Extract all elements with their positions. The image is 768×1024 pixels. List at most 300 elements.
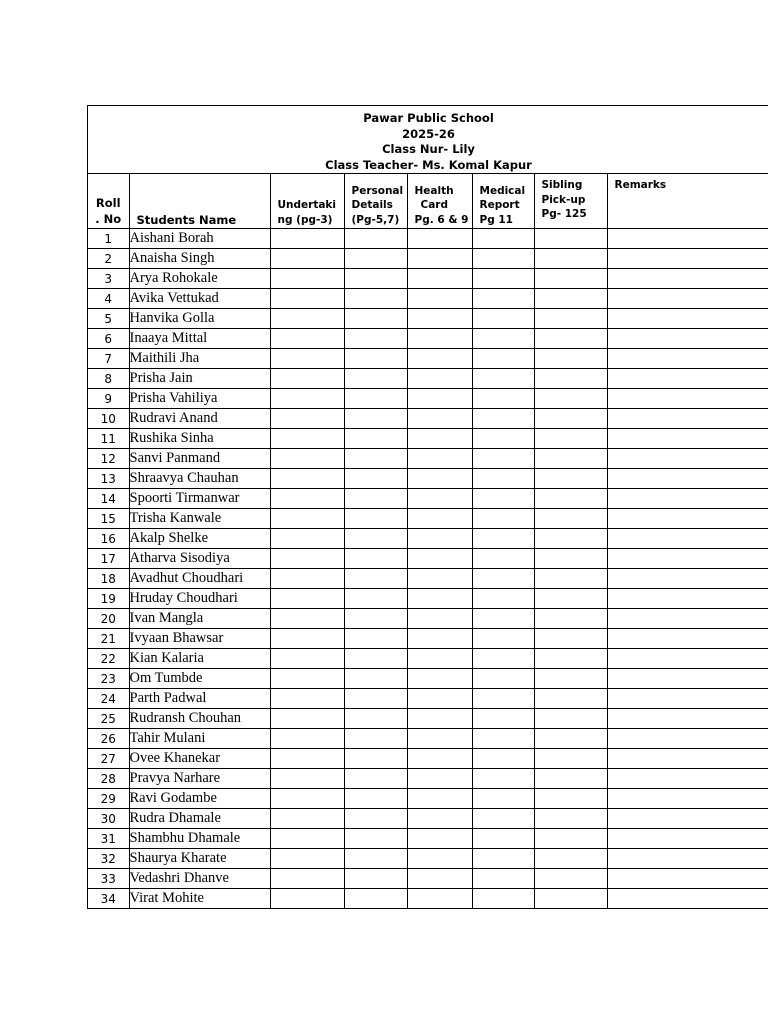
health-card-cell: [407, 589, 472, 609]
table-row: [88, 749, 768, 769]
personal-details-cell: [344, 589, 407, 609]
medical-report-cell: [472, 749, 534, 769]
student-name-cell: Aishani Borah: [129, 229, 270, 249]
sibling-pickup-cell: [534, 729, 607, 749]
student-name-cell: Virat Mohite: [129, 889, 270, 909]
class-name: Class Nur- Lily: [382, 142, 475, 156]
roll-number-cell: 22: [88, 649, 129, 669]
health-card-cell: [407, 569, 472, 589]
table-row: [88, 289, 768, 309]
sibling-pickup-cell: [534, 369, 607, 389]
table-row: [88, 469, 768, 489]
roll-number-cell: 28: [88, 769, 129, 789]
health-card-cell: [407, 689, 472, 709]
medical-report-cell: [472, 509, 534, 529]
student-name-cell: Sanvi Panmand: [129, 449, 270, 469]
health-card-cell: [407, 749, 472, 769]
table-row: [88, 409, 768, 429]
health-card-cell: [407, 609, 472, 629]
undertaking-cell: [270, 229, 344, 249]
undertaking-cell: [270, 609, 344, 629]
personal-details-cell: [344, 869, 407, 889]
sibling-pickup-cell: [534, 489, 607, 509]
remarks-cell: [607, 709, 768, 729]
sibling-pickup-cell: [534, 589, 607, 609]
header-roll-line1: Roll: [95, 196, 121, 210]
undertaking-cell: [270, 849, 344, 869]
personal-details-cell: [344, 709, 407, 729]
health-card-cell: [407, 349, 472, 369]
personal-details-cell: [344, 329, 407, 349]
personal-details-cell: [344, 269, 407, 289]
sheet-title-block: [88, 106, 768, 174]
sibling-pickup-cell: [534, 689, 607, 709]
remarks-cell: [607, 249, 768, 269]
remarks-cell: [607, 389, 768, 409]
health-card-cell: [407, 449, 472, 469]
header-sibling-pickup: [534, 174, 607, 229]
undertaking-cell: [270, 449, 344, 469]
sibling-pickup-cell: [534, 389, 607, 409]
health-card-cell: [407, 229, 472, 249]
header-personal-details: [344, 174, 407, 229]
remarks-cell: [607, 689, 768, 709]
undertaking-cell: [270, 409, 344, 429]
medical-report-cell: [472, 729, 534, 749]
header-undertaking: [270, 174, 344, 229]
medical-report-cell: [472, 409, 534, 429]
student-name-cell: Ivyaan Bhawsar: [129, 629, 270, 649]
health-card-cell: [407, 369, 472, 389]
student-name-cell: Rudransh Chouhan: [129, 709, 270, 729]
personal-details-cell: [344, 669, 407, 689]
table-row: [88, 509, 768, 529]
header-medical-line2: Report: [479, 199, 520, 211]
student-name-cell: Spoorti Tirmanwar: [129, 489, 270, 509]
medical-report-cell: [472, 389, 534, 409]
roll-number-cell: 2: [88, 249, 129, 269]
remarks-cell: [607, 769, 768, 789]
medical-report-cell: [472, 669, 534, 689]
medical-report-cell: [472, 469, 534, 489]
header-sibling-line3: Pg- 125: [541, 208, 587, 220]
health-card-cell: [407, 789, 472, 809]
roll-number-cell: 31: [88, 829, 129, 849]
sibling-pickup-cell: [534, 449, 607, 469]
roll-number-cell: 32: [88, 849, 129, 869]
undertaking-cell: [270, 469, 344, 489]
medical-report-cell: [472, 789, 534, 809]
header-medical-report: [472, 174, 534, 229]
sibling-pickup-cell: [534, 229, 607, 249]
sibling-pickup-cell: [534, 869, 607, 889]
table-header-row: [88, 174, 768, 229]
header-remarks: [607, 174, 768, 229]
table-row: [88, 849, 768, 869]
sibling-pickup-cell: [534, 709, 607, 729]
roll-number-cell: 25: [88, 709, 129, 729]
header-roll-line2: . No: [95, 212, 122, 226]
health-card-cell: [407, 309, 472, 329]
personal-details-cell: [344, 749, 407, 769]
health-card-cell: [407, 509, 472, 529]
sibling-pickup-cell: [534, 889, 607, 909]
undertaking-cell: [270, 269, 344, 289]
sibling-pickup-cell: [534, 509, 607, 529]
student-name-cell: Prisha Vahiliya: [129, 389, 270, 409]
personal-details-cell: [344, 529, 407, 549]
header-roll-no: [88, 174, 129, 229]
remarks-cell: [607, 869, 768, 889]
personal-details-cell: [344, 289, 407, 309]
medical-report-cell: [472, 369, 534, 389]
header-medical-line3: Pg 11: [479, 213, 513, 226]
personal-details-cell: [344, 389, 407, 409]
personal-details-cell: [344, 469, 407, 489]
student-name-cell: Rudravi Anand: [129, 409, 270, 429]
personal-details-cell: [344, 789, 407, 809]
medical-report-cell: [472, 269, 534, 289]
student-name-cell: Ivan Mangla: [129, 609, 270, 629]
undertaking-cell: [270, 369, 344, 389]
medical-report-cell: [472, 689, 534, 709]
personal-details-cell: [344, 249, 407, 269]
student-name-cell: Inaaya Mittal: [129, 329, 270, 349]
remarks-cell: [607, 569, 768, 589]
table-row: [88, 309, 768, 329]
student-name-cell: Shaurya Kharate: [129, 849, 270, 869]
sibling-pickup-cell: [534, 769, 607, 789]
undertaking-cell: [270, 249, 344, 269]
roster-body: [88, 229, 768, 909]
undertaking-cell: [270, 769, 344, 789]
roll-number-cell: 12: [88, 449, 129, 469]
table-row: [88, 589, 768, 609]
medical-report-cell: [472, 649, 534, 669]
personal-details-cell: [344, 629, 407, 649]
personal-details-cell: [344, 429, 407, 449]
personal-details-cell: [344, 609, 407, 629]
personal-details-cell: [344, 349, 407, 369]
medical-report-cell: [472, 249, 534, 269]
roll-number-cell: 20: [88, 609, 129, 629]
school-name: Pawar Public School: [363, 111, 494, 125]
undertaking-cell: [270, 529, 344, 549]
table-row: [88, 609, 768, 629]
health-card-cell: [407, 649, 472, 669]
personal-details-cell: [344, 829, 407, 849]
table-row: [88, 329, 768, 349]
health-card-cell: [407, 489, 472, 509]
roll-number-cell: 29: [88, 789, 129, 809]
health-card-cell: [407, 289, 472, 309]
personal-details-cell: [344, 729, 407, 749]
remarks-cell: [607, 849, 768, 869]
undertaking-cell: [270, 669, 344, 689]
remarks-cell: [607, 889, 768, 909]
remarks-cell: [607, 589, 768, 609]
student-name-cell: Om Tumbde: [129, 669, 270, 689]
health-card-cell: [407, 329, 472, 349]
header-students-name: [129, 174, 270, 229]
personal-details-cell: [344, 449, 407, 469]
roll-number-cell: 4: [88, 289, 129, 309]
sibling-pickup-cell: [534, 749, 607, 769]
health-card-cell: [407, 769, 472, 789]
table-row: [88, 569, 768, 589]
header-undertaking-line2: ng (pg-3): [277, 213, 333, 226]
roll-number-cell: 27: [88, 749, 129, 769]
table-row: [88, 429, 768, 449]
remarks-cell: [607, 749, 768, 769]
header-personal-line2: Details: [351, 199, 393, 211]
health-card-cell: [407, 729, 472, 749]
remarks-cell: [607, 369, 768, 389]
table-row: [88, 829, 768, 849]
table-row: [88, 789, 768, 809]
roll-number-cell: 23: [88, 669, 129, 689]
sibling-pickup-cell: [534, 429, 607, 449]
sibling-pickup-cell: [534, 549, 607, 569]
medical-report-cell: [472, 809, 534, 829]
medical-report-cell: [472, 709, 534, 729]
sibling-pickup-cell: [534, 629, 607, 649]
undertaking-cell: [270, 689, 344, 709]
health-card-cell: [407, 549, 472, 569]
table-row: [88, 649, 768, 669]
session-year: 2025-26: [402, 126, 455, 141]
undertaking-cell: [270, 589, 344, 609]
header-students-name-text: Students Name: [136, 212, 237, 227]
header-health-line2: Card: [420, 199, 448, 211]
roll-number-cell: 18: [88, 569, 129, 589]
remarks-cell: [607, 429, 768, 449]
health-card-cell: [407, 389, 472, 409]
remarks-cell: [607, 449, 768, 469]
health-card-cell: [407, 529, 472, 549]
table-row: [88, 489, 768, 509]
student-name-cell: Ovee Khanekar: [129, 749, 270, 769]
health-card-cell: [407, 629, 472, 649]
personal-details-cell: [344, 549, 407, 569]
table-row: [88, 389, 768, 409]
student-name-cell: Prisha Jain: [129, 369, 270, 389]
sibling-pickup-cell: [534, 269, 607, 289]
personal-details-cell: [344, 649, 407, 669]
sibling-pickup-cell: [534, 849, 607, 869]
student-name-cell: Avika Vettukad: [129, 289, 270, 309]
undertaking-cell: [270, 869, 344, 889]
medical-report-cell: [472, 429, 534, 449]
undertaking-cell: [270, 829, 344, 849]
medical-report-cell: [472, 849, 534, 869]
medical-report-cell: [472, 629, 534, 649]
roll-number-cell: 24: [88, 689, 129, 709]
health-card-cell: [407, 829, 472, 849]
roll-number-cell: 19: [88, 589, 129, 609]
undertaking-cell: [270, 549, 344, 569]
undertaking-cell: [270, 569, 344, 589]
medical-report-cell: [472, 449, 534, 469]
roll-number-cell: 16: [88, 529, 129, 549]
remarks-cell: [607, 829, 768, 849]
student-name-cell: Arya Rohokale: [129, 269, 270, 289]
student-name-cell: Rudra Dhamale: [129, 809, 270, 829]
undertaking-cell: [270, 709, 344, 729]
medical-report-cell: [472, 829, 534, 849]
medical-report-cell: [472, 589, 534, 609]
personal-details-cell: [344, 769, 407, 789]
medical-report-cell: [472, 609, 534, 629]
student-name-cell: Akalp Shelke: [129, 529, 270, 549]
personal-details-cell: [344, 889, 407, 909]
roll-number-cell: 1: [88, 229, 129, 249]
personal-details-cell: [344, 229, 407, 249]
table-row: [88, 889, 768, 909]
remarks-cell: [607, 349, 768, 369]
undertaking-cell: [270, 349, 344, 369]
remarks-cell: [607, 649, 768, 669]
header-health-line1: Health: [414, 184, 454, 197]
roll-number-cell: 6: [88, 329, 129, 349]
sibling-pickup-cell: [534, 289, 607, 309]
undertaking-cell: [270, 649, 344, 669]
medical-report-cell: [472, 869, 534, 889]
remarks-cell: [607, 309, 768, 329]
sibling-pickup-cell: [534, 809, 607, 829]
remarks-cell: [607, 529, 768, 549]
health-card-cell: [407, 889, 472, 909]
remarks-cell: [607, 269, 768, 289]
personal-details-cell: [344, 309, 407, 329]
roll-number-cell: 9: [88, 389, 129, 409]
undertaking-cell: [270, 389, 344, 409]
roll-number-cell: 7: [88, 349, 129, 369]
medical-report-cell: [472, 569, 534, 589]
header-undertaking-line1: Undertaki: [277, 199, 337, 211]
student-name-cell: Kian Kalaria: [129, 649, 270, 669]
roll-number-cell: 13: [88, 469, 129, 489]
personal-details-cell: [344, 849, 407, 869]
roll-number-cell: 17: [88, 549, 129, 569]
health-card-cell: [407, 669, 472, 689]
remarks-cell: [607, 329, 768, 349]
roll-number-cell: 14: [88, 489, 129, 509]
medical-report-cell: [472, 489, 534, 509]
personal-details-cell: [344, 569, 407, 589]
undertaking-cell: [270, 329, 344, 349]
roll-number-cell: 11: [88, 429, 129, 449]
roll-number-cell: 21: [88, 629, 129, 649]
table-row: [88, 669, 768, 689]
health-card-cell: [407, 809, 472, 829]
remarks-cell: [607, 509, 768, 529]
personal-details-cell: [344, 509, 407, 529]
student-name-cell: Hruday Choudhari: [129, 589, 270, 609]
roll-number-cell: 5: [88, 309, 129, 329]
header-remarks-text: Remarks: [614, 179, 667, 191]
undertaking-cell: [270, 629, 344, 649]
table-row: [88, 809, 768, 829]
personal-details-cell: [344, 409, 407, 429]
student-checklist-sheet: [87, 105, 768, 909]
table-row: [88, 249, 768, 269]
sibling-pickup-cell: [534, 789, 607, 809]
sibling-pickup-cell: [534, 329, 607, 349]
student-name-cell: Shambhu Dhamale: [129, 829, 270, 849]
header-personal-line1: Personal: [351, 184, 404, 197]
undertaking-cell: [270, 749, 344, 769]
sibling-pickup-cell: [534, 409, 607, 429]
roll-number-cell: 34: [88, 889, 129, 909]
remarks-cell: [607, 729, 768, 749]
roll-number-cell: 15: [88, 509, 129, 529]
table-row: [88, 529, 768, 549]
remarks-cell: [607, 549, 768, 569]
table-row: [88, 729, 768, 749]
remarks-cell: [607, 289, 768, 309]
sibling-pickup-cell: [534, 649, 607, 669]
student-name-cell: Avadhut Choudhari: [129, 569, 270, 589]
personal-details-cell: [344, 809, 407, 829]
table-row: [88, 229, 768, 249]
roll-number-cell: 26: [88, 729, 129, 749]
sibling-pickup-cell: [534, 669, 607, 689]
student-name-cell: Ravi Godambe: [129, 789, 270, 809]
personal-details-cell: [344, 369, 407, 389]
undertaking-cell: [270, 289, 344, 309]
undertaking-cell: [270, 309, 344, 329]
remarks-cell: [607, 669, 768, 689]
student-name-cell: Trisha Kanwale: [129, 509, 270, 529]
health-card-cell: [407, 709, 472, 729]
roll-number-cell: 33: [88, 869, 129, 889]
class-teacher: Class Teacher- Ms. Komal Kapur: [325, 157, 532, 172]
medical-report-cell: [472, 889, 534, 909]
table-row: [88, 769, 768, 789]
remarks-cell: [607, 609, 768, 629]
student-name-cell: Maithili Jha: [129, 349, 270, 369]
undertaking-cell: [270, 729, 344, 749]
undertaking-cell: [270, 429, 344, 449]
undertaking-cell: [270, 509, 344, 529]
health-card-cell: [407, 869, 472, 889]
table-row: [88, 869, 768, 889]
student-name-cell: Shraavya Chauhan: [129, 469, 270, 489]
personal-details-cell: [344, 489, 407, 509]
header-personal-line3: (Pg-5,7): [351, 213, 400, 226]
header-health-card: [407, 174, 472, 229]
table-row: [88, 449, 768, 469]
medical-report-cell: [472, 329, 534, 349]
table-row: [88, 629, 768, 649]
header-sibling-line1: Sibling: [541, 179, 583, 191]
student-roster-table: [88, 174, 768, 909]
sibling-pickup-cell: [534, 829, 607, 849]
medical-report-cell: [472, 769, 534, 789]
medical-report-cell: [472, 309, 534, 329]
header-medical-line1: Medical: [479, 184, 526, 197]
sibling-pickup-cell: [534, 469, 607, 489]
table-row: [88, 369, 768, 389]
undertaking-cell: [270, 889, 344, 909]
remarks-cell: [607, 789, 768, 809]
health-card-cell: [407, 469, 472, 489]
sibling-pickup-cell: [534, 569, 607, 589]
remarks-cell: [607, 229, 768, 249]
medical-report-cell: [472, 289, 534, 309]
header-health-line3: Pg. 6 & 9: [414, 213, 469, 226]
